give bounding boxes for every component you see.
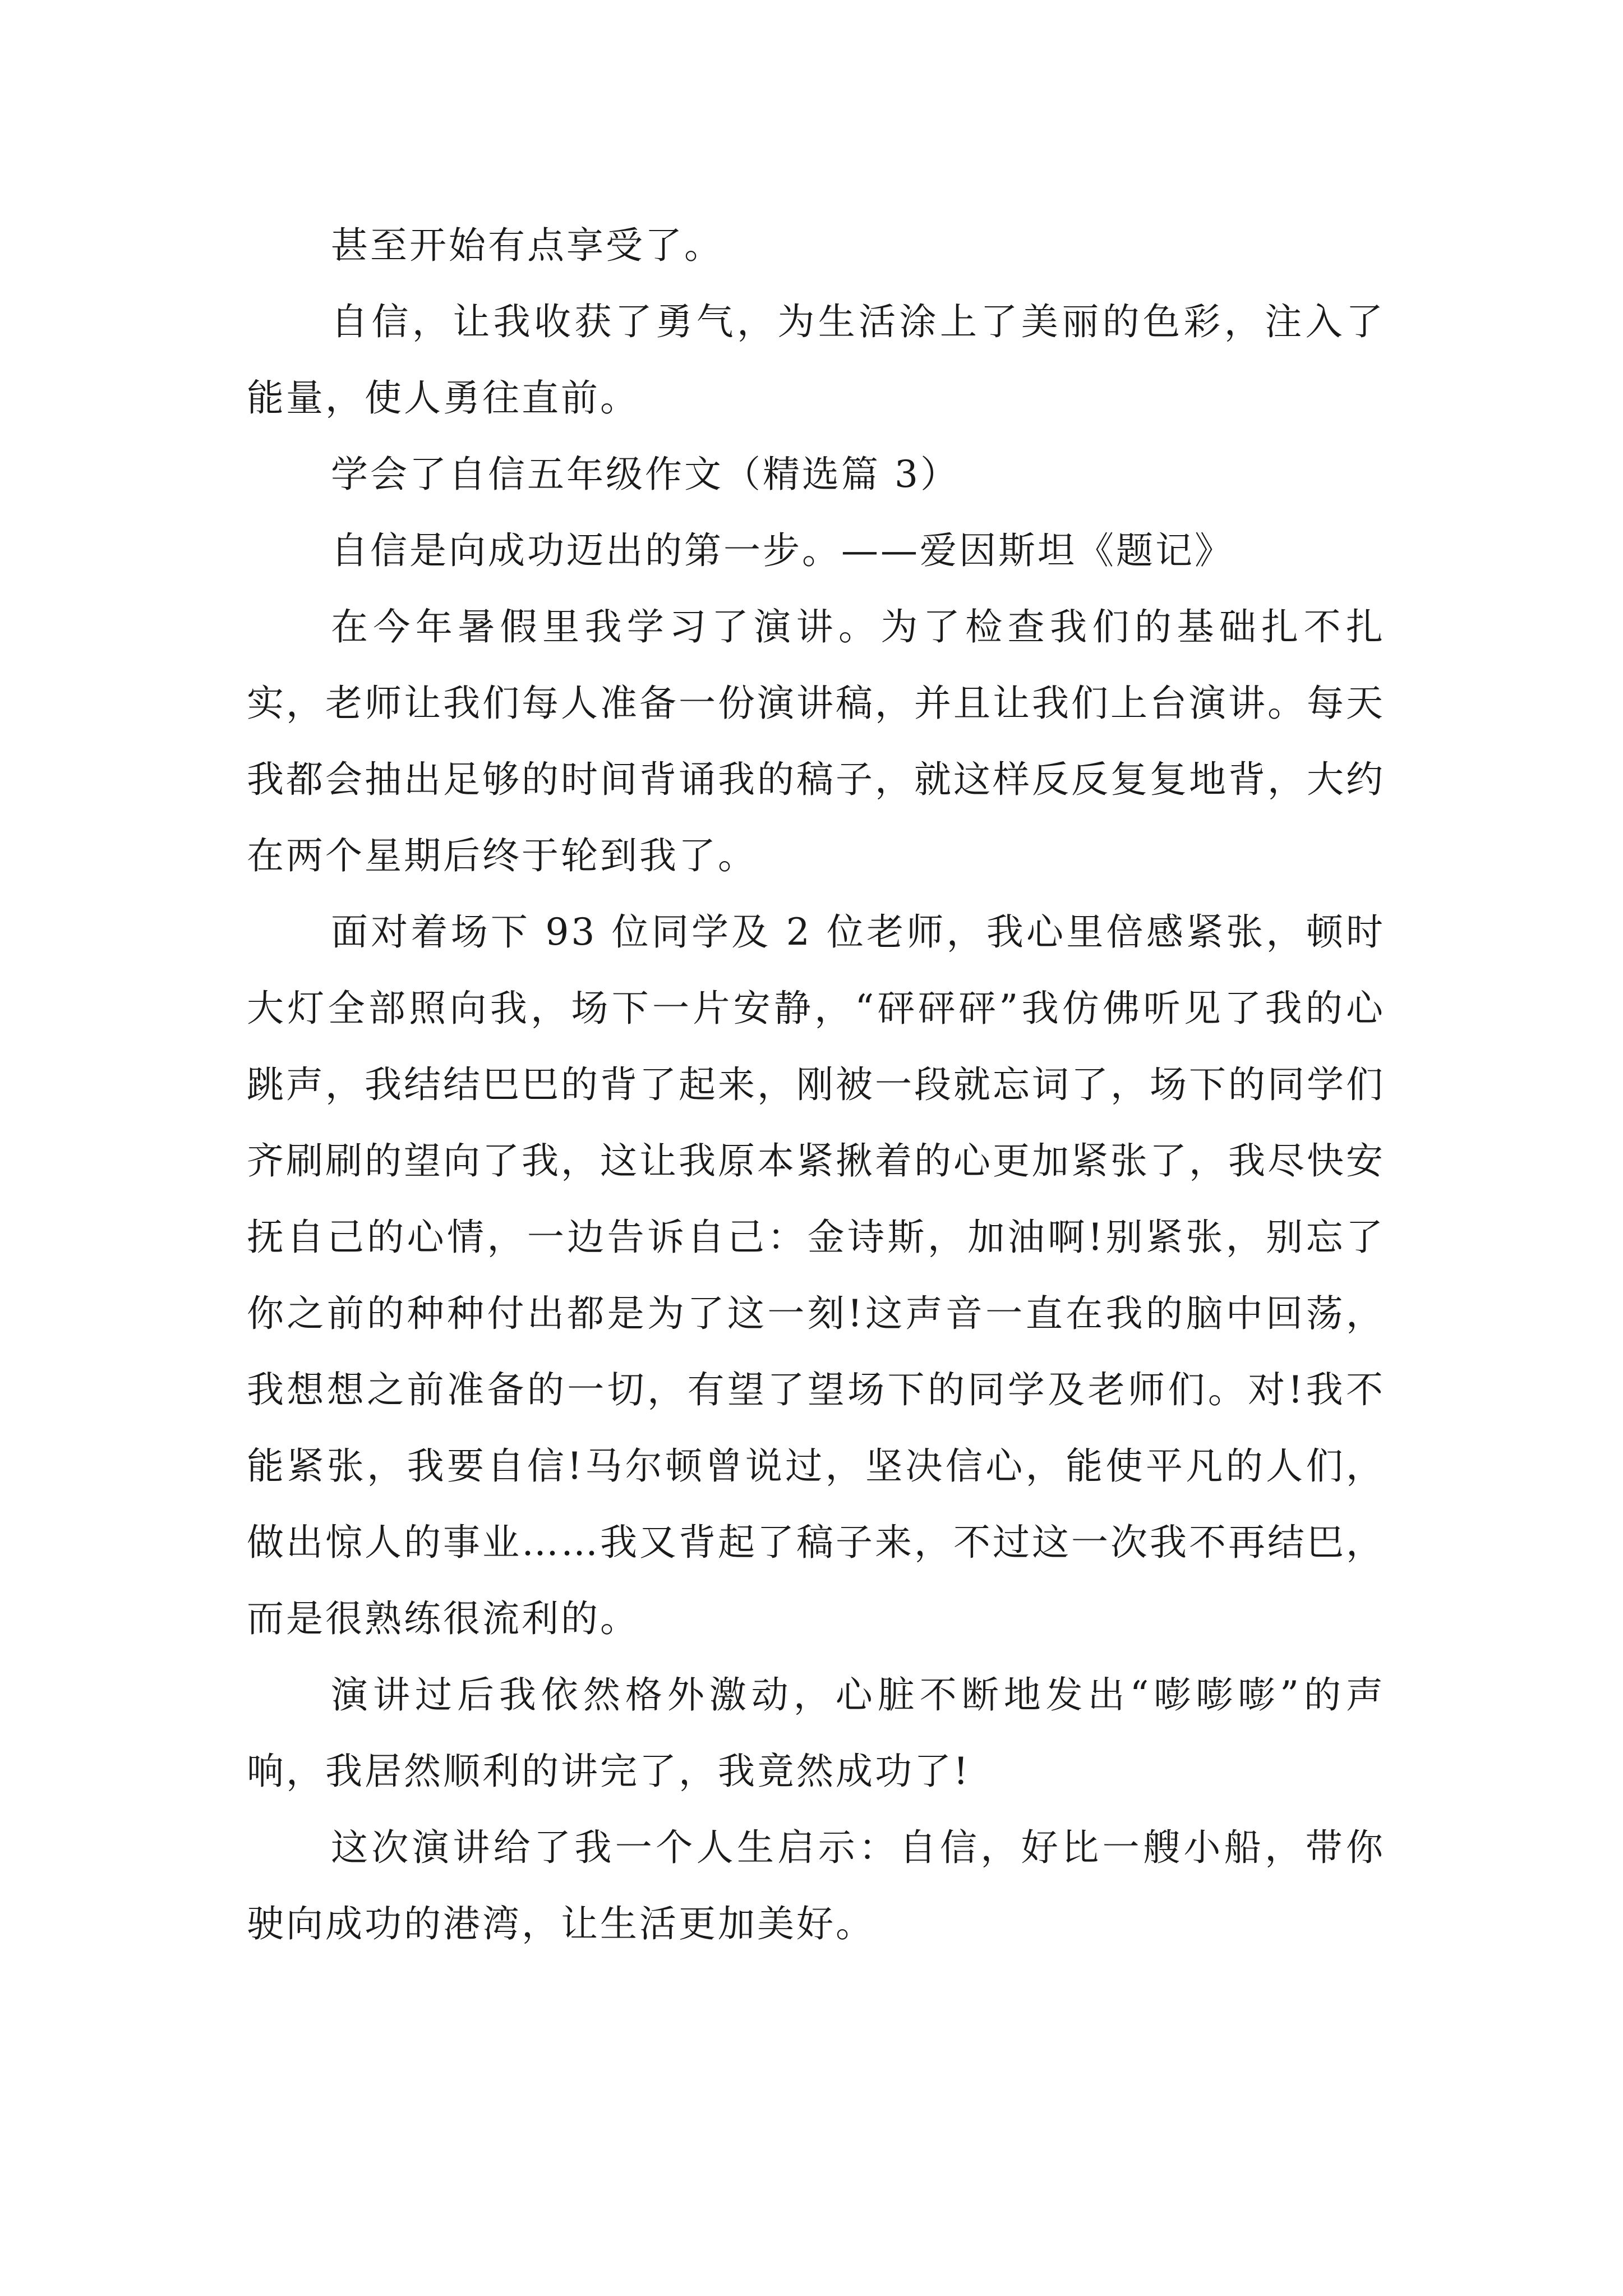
paragraph-2: 自信，让我收获了勇气，为生活涂上了美丽的色彩，注入了能量，使人勇往直前。 — [247, 300, 1385, 420]
paragraph-5: 演讲过后我依然格外激动，心脏不断地发出“嘭嘭嘭”的声响，我居然顺利的讲完了，我竟然成功了! — [247, 1673, 1385, 1793]
epigraph: 自信是向成功迈出的第一步。——爱因斯坦《题记》 — [331, 529, 1234, 572]
section-heading: 学会了自信五年级作文（精选篇 3） — [331, 453, 960, 496]
paragraph-6: 这次演讲给了我一个人生启示：自信，好比一艘小船，带你驶向成功的港湾，让生活更加美好。 — [247, 1826, 1385, 1945]
paragraph-3: 在今年暑假里我学习了演讲。为了检查我们的基础扎不扎实，老师让我们每人准备一份演讲稿，并且让我们上台演讲。每天我都会抽出足够的时间背诵我的稿子，就这样反反复复地背，大约在两个星期后终于轮到我了。 — [247, 605, 1385, 877]
document-body — [247, 208, 1385, 1962]
paragraph-1: 甚至开始有点享受了。 — [331, 224, 723, 267]
paragraph-4: 面对着场下 93 位同学及 2 位老师，我心里倍感紧张，顿时大灯全部照向我，场下一片安静，“砰砰砰”我仿佛听见了我的心跳声，我结结巴巴的背了起来，刚被一段就忘词了，场下的同学们齐刷刷的望向了我，这让我原本紧揪着的心更加紧张了，我尽快安抚自己的心情，一边告诉自己：金诗斯，加油啊!别紧张，别忘了你之前的种种付出都是为了这一刻!这声音一直在我的脑中回荡，我想想之前准备的一切，有望了望场下的同学及老师们。对!我不能紧张，我要自信!马尔顿曾说过，坚决信心，能使平凡的人们，做出惊人的事业……我又背起了稿子来，不过这一次我不再结巴，而是很熟练很流利的。 — [247, 910, 1385, 1640]
